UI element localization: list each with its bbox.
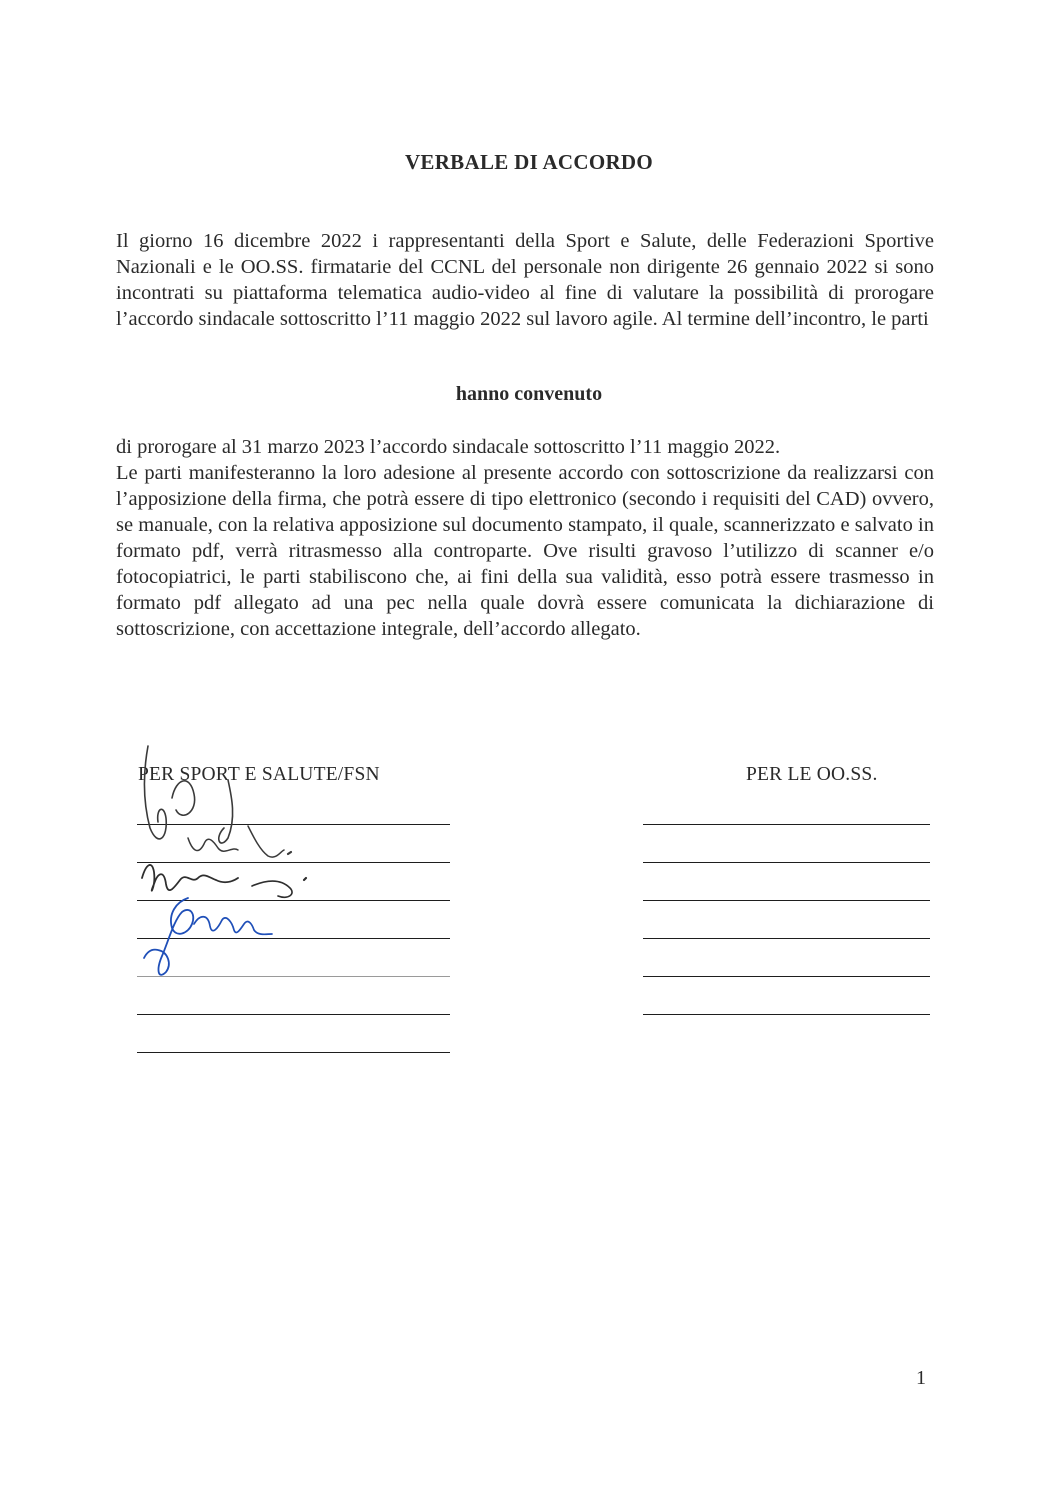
signature-stroke bbox=[304, 878, 306, 880]
agreement-first-line: di prorogare al 31 marzo 2023 l’accordo sindacale sottoscritto l’11 maggio 2022. bbox=[116, 436, 781, 458]
right-signature-line bbox=[643, 1014, 930, 1015]
signature-stroke bbox=[145, 746, 167, 839]
signature-stroke bbox=[144, 898, 193, 975]
left-signature-line bbox=[137, 1052, 450, 1053]
left-signature-line bbox=[137, 1014, 450, 1015]
right-signature-line bbox=[643, 900, 930, 901]
agreement-subheading: hanno convenuto bbox=[455, 383, 603, 405]
signature-stroke bbox=[194, 917, 272, 935]
right-signature-line bbox=[643, 938, 930, 939]
left-signature-label: PER SPORT E SALUTE/FSN bbox=[138, 764, 380, 785]
document-title: VERBALE DI ACCORDO bbox=[404, 150, 654, 174]
agreement-body bbox=[116, 434, 934, 642]
intro-paragraph: Il giorno 16 dicembre 2022 i rappresentanti della Sport e Salute, delle Federazioni Sportive Nazionali e le OO.SS. firmatarie del CCNL del personale non dirigente 26 gennaio 2022 si sono incontrati su piattaforma telematica audio-video al fine di valutare la possibilità di prorogare l’accordo sindacale sottoscritto l’11 maggio 2022 sul lavoro agile. Al termine dell’incontro, le parti bbox=[116, 230, 934, 330]
agreement-terms-paragraph: Le parti manifesteranno la loro adesione al presente accordo con sottoscrizione da realizzarsi con l’apposizione della firma, che potrà essere di tipo elettronico (secondo i requisiti del CAD) ovvero, se manuale, con la relativa apposizione sul documento stampato, il quale, scannerizzato e salvato in formato pdf, verrà ritrasmesso alla controparte. Ove risulti gravoso l’utilizzo di scanner e/o fotocopiatrici, le parti stabiliscono che, ai fini della sua validità, esso potrà essere trasmesso in formato pdf allegato ad una pec nella quale dovrà essere comunicata la dichiarazione di sottoscrizione, con accettazione integrale, dell’accordo allegato. bbox=[116, 462, 934, 640]
signature-stroke bbox=[219, 780, 233, 843]
page-number: 1 bbox=[916, 1367, 926, 1389]
right-signature-line bbox=[643, 824, 930, 825]
signature-stroke bbox=[188, 838, 238, 851]
signature-stroke bbox=[248, 826, 284, 857]
right-signature-line bbox=[643, 976, 930, 977]
right-signature-line bbox=[643, 862, 930, 863]
signature-stroke bbox=[142, 865, 238, 891]
right-signature-label: PER LE OO.SS. bbox=[746, 764, 878, 785]
signature-stroke bbox=[252, 881, 292, 897]
signature-stroke bbox=[172, 781, 195, 815]
handwritten-signatures bbox=[128, 738, 358, 988]
signature-stroke bbox=[288, 852, 291, 854]
